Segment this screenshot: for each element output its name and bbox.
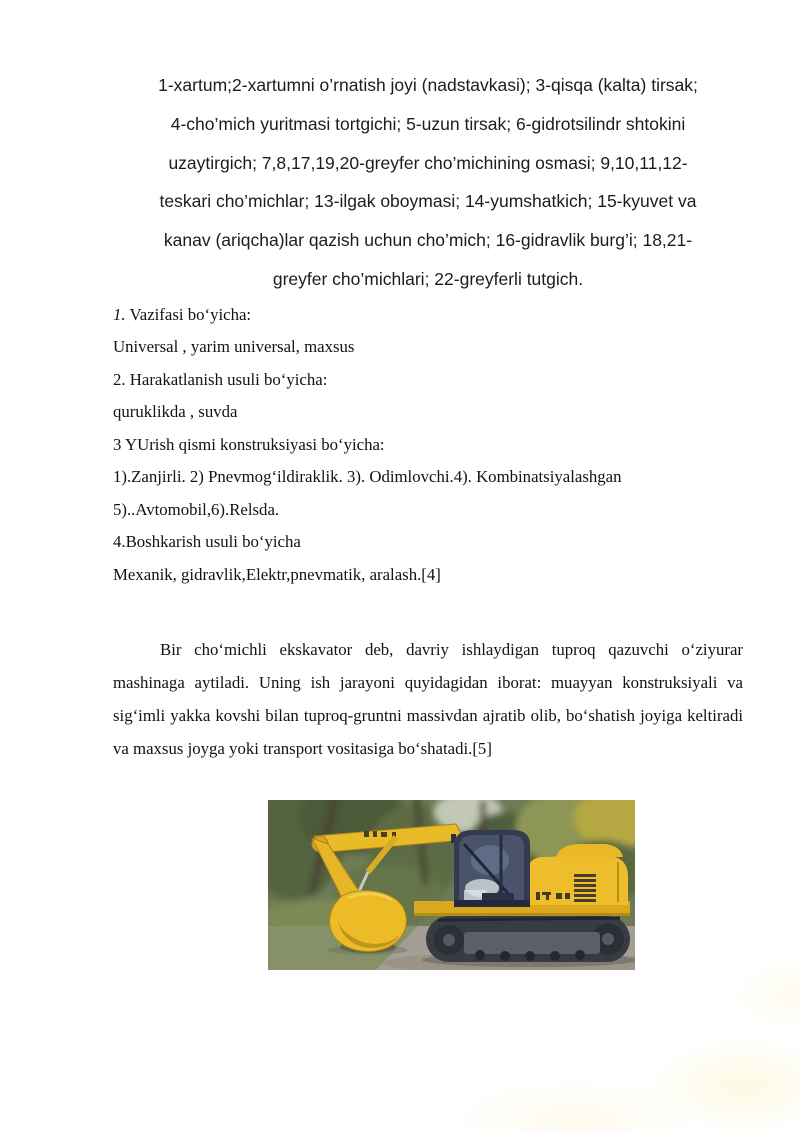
figure-caption [113, 0, 743, 299]
item-number: 1. [113, 304, 126, 324]
classification-text: 3 YUrish qismi konstruksiyasi bo‘yicha: [113, 434, 385, 454]
classification-text: 5)..Avtomobil,6).Relsda. [113, 499, 280, 519]
figure-caption-line: 1-xartum;2-xartumni o’rnatish joyi (nadstavkasi); 3-qisqa (kalta) tirsak; [158, 75, 698, 95]
figure-caption-line: uzaytirgich; 7,8,17,19,20-greyfer cho’michining osmasi; 9,10,11,12- [168, 152, 688, 173]
figure-caption-line: greyfer cho’michlari; 22-greyferli tutgich. [272, 268, 584, 289]
classification-line [113, 364, 743, 397]
classification-text: Universal , yarim universal, maxsus [113, 337, 355, 357]
figure-caption-line: 4-cho’mich yuritmasi tortgichi; 5-uzun tirsak; 6-gidrotsilindr shtokini [170, 113, 686, 134]
classification-line [113, 396, 743, 429]
classification-text: quruklikda , suvda [113, 402, 238, 422]
classification-text: 1).Zanjirli. 2) Pnevmog‘ildiraklik. 3). Odimlovchi.4). Kombinatsiyalashgan [113, 467, 622, 487]
excavator-tracks [426, 916, 630, 962]
classification-line [113, 526, 743, 559]
body-paragraph: Bir cho‘michli ekskavator deb, davriy ishlaydigan tuproq qazuvchi o‘ziyurar mashinaga aytiladi. Uning ish jarayoni quyidagidan iborat: muayyan konstruksiyali va sig‘imli yakka kovshi bilan tuproq-gruntni massivdan ajratib olib, bo‘shatish joyiga keltiradi va maxsus joyga yoki transport vositasiga bo‘shatadi.[5] [113, 640, 743, 759]
classification-line [113, 331, 743, 364]
text-column [113, 0, 743, 970]
excavator-photo-art [268, 800, 635, 970]
classification-line [113, 299, 743, 332]
classification-text: 4.Boshkarish usuli bo‘yicha [113, 532, 301, 552]
excavator-bucket [330, 891, 407, 953]
classification-line [113, 429, 743, 462]
classification-line [113, 494, 743, 527]
classification-line [113, 559, 743, 592]
classification-text: 2. Harakatlanish usuli bo‘yicha: [113, 369, 328, 389]
excavator-cab [451, 830, 530, 907]
classification-list [113, 299, 743, 592]
classification-line [113, 461, 743, 494]
classification-text: Mexanik, gidravlik,Elektr,pnevmatik, aralash.[4] [113, 564, 441, 584]
classification-text: Vazifasi bo‘yicha: [125, 304, 252, 324]
figure-caption-line: kanav (ariqcha)lar qazish uchun cho’mich; 16-gidravlik burg’i; 18,21- [163, 230, 693, 251]
excavator-photo [268, 800, 635, 970]
figure-caption-line: teskari cho’michlar; 13-ilgak oboymasi; 14-yumshatkich; 15-kyuvet va [159, 191, 697, 212]
